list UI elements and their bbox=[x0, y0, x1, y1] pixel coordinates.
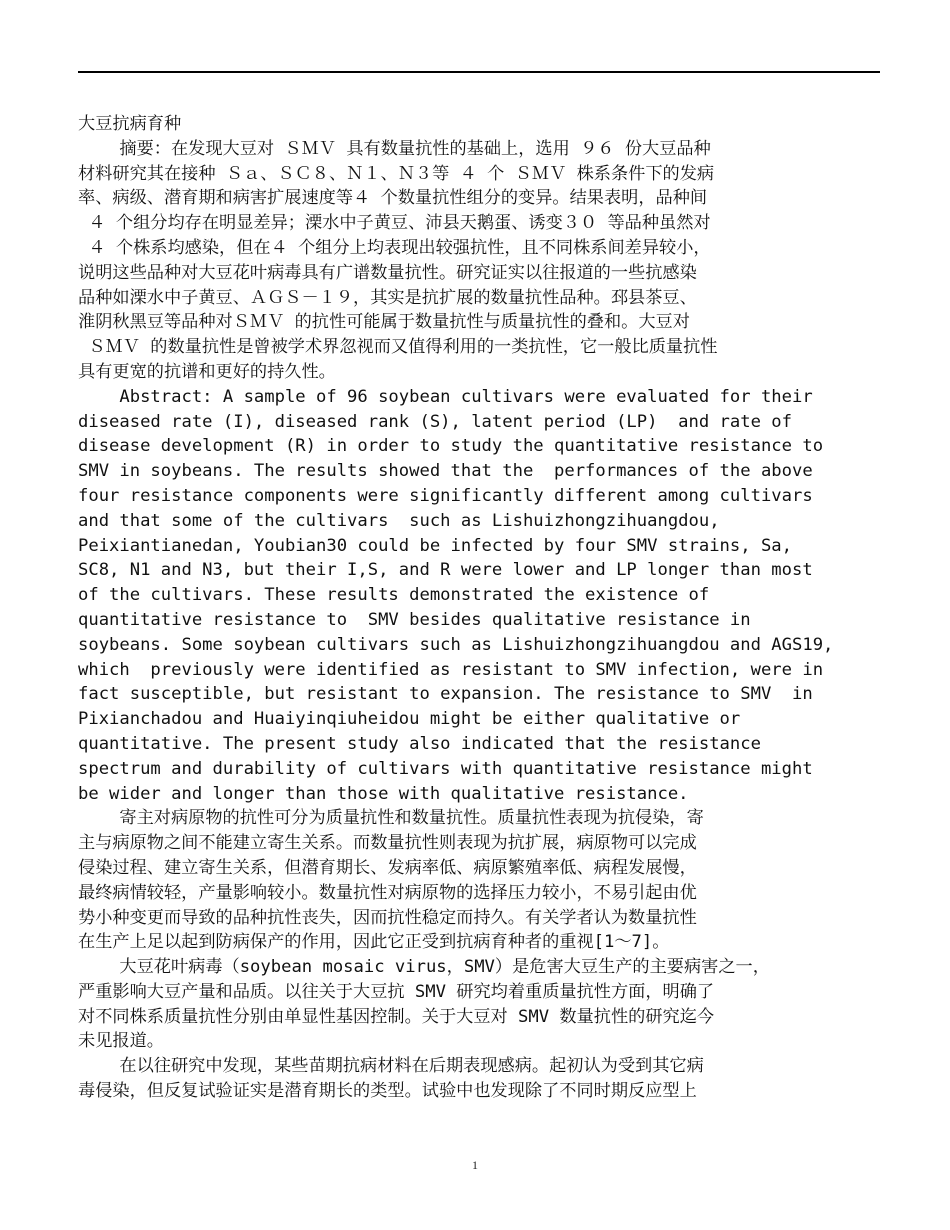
text-line: 在生产上足以起到防病保产的作用，因此它正受到抗病育种者的重视[1～7]。 bbox=[78, 932, 670, 953]
text-line: 最终病情较轻，产量影响较小。数量抗性对病原物的选择压力较小，不易引起由优 bbox=[78, 882, 697, 903]
text-line: 未见报道。 bbox=[78, 1031, 164, 1052]
text-line: which previously were identified as resistant to SMV infection, were in bbox=[78, 659, 824, 680]
text-line: ４ 个株系均感染，但在４ 个组分上均表现出较强抗性，且不同株系间差异较小， bbox=[78, 237, 711, 258]
text-line: four resistance components were significantly different among cultivars bbox=[78, 485, 813, 506]
text-line: Pixianchadou and Huaiyinqiuheidou might be either qualitative or bbox=[78, 709, 741, 730]
text-line: 摘要：在发现大豆对 ＳＭＶ 具有数量抗性的基础上，选用 ９６ 份大豆品种 bbox=[78, 138, 711, 159]
text-line: ＳＭＶ 的数量抗性是曾被学术界忽视而又值得利用的一类抗性，它一般比质量抗性 bbox=[78, 337, 718, 358]
text-line: 毒侵染，但反复试验证实是潜育期长的类型。试验中也发现除了不同时期反应型上 bbox=[78, 1081, 697, 1102]
text-line: 率、病级、潜育期和病害扩展速度等４ 个数量抗性组分的变异。结果表明，品种间 bbox=[78, 188, 708, 209]
document-title: 大豆抗病育种 bbox=[78, 114, 182, 134]
text-line: 具有更宽的抗谱和更好的持久性。 bbox=[78, 361, 336, 382]
text-line: 在以往研究中发现，某些苗期抗病材料在后期表现感病。起初认为受到其它病 bbox=[78, 1056, 704, 1077]
text-line: disease development (R) in order to study the quantitative resistance to bbox=[78, 436, 824, 457]
header-rule bbox=[78, 71, 880, 73]
text-line: 大豆花叶病毒（soybean mosaic virus，SMV）是危害大豆生产的主要病害之一， bbox=[78, 957, 770, 978]
text-line: 侵染过程、建立寄生关系，但潜育期长、发病率低、病原繁殖率低、病程发展慢， bbox=[78, 857, 697, 878]
text-line: be wider and longer than those with qualitative resistance. bbox=[78, 783, 689, 804]
text-line: SMV in soybeans. The results showed that the performances of the above bbox=[78, 461, 813, 482]
text-line: Abstract: A sample of 96 soybean cultivars were evaluated for their bbox=[78, 386, 813, 407]
text-line: soybeans. Some soybean cultivars such as Lishuizhongzihuangdou and AGS19, bbox=[78, 634, 834, 655]
text-line: ４ 个组分均存在明显差异；溧水中子黄豆、沛县天鹅蛋、诱变３０ 等品种虽然对 bbox=[78, 213, 711, 234]
text-line: SC8, N1 and N3, but their I,S, and R were lower and LP longer than most bbox=[78, 560, 813, 581]
text-line: 说明这些品种对大豆花叶病毒具有广谱数量抗性。研究证实以往报道的一些抗感染 bbox=[78, 262, 697, 283]
document-body bbox=[78, 112, 880, 1104]
text-line: 品种如溧水中子黄豆、ＡＧＳ－１９，其实是抗扩展的数量抗性品种。邳县茶豆、 bbox=[78, 287, 697, 308]
text-line: spectrum and durability of cultivars with quantitative resistance might bbox=[78, 758, 813, 779]
page-number: 1 bbox=[472, 1158, 478, 1172]
text-line: quantitative. The present study also indicated that the resistance bbox=[78, 733, 761, 754]
text-line: 对不同株系质量抗性分别由单显性基因控制。关于大豆对 SMV 数量抗性的研究迄今 bbox=[78, 1006, 715, 1027]
text-line: 势小种变更而导致的品种抗性丧失，因而抗性稳定而持久。有关学者认为数量抗性 bbox=[78, 907, 697, 928]
text-line: 材料研究其在接种 Ｓａ、ＳＣ８、Ｎ１、Ｎ３等 ４ 个 ＳＭＶ 株系条件下的发病 bbox=[78, 163, 715, 184]
text-line: Peixiantianedan, Youbian30 could be infected by four SMV strains, Sa, bbox=[78, 535, 792, 556]
text-line: of the cultivars. These results demonstrated the existence of bbox=[78, 585, 710, 606]
text-line: 主与病原物之间不能建立寄生关系。而数量抗性则表现为抗扩展，病原物可以完成 bbox=[78, 833, 697, 854]
text-line: 寄主对病原物的抗性可分为质量抗性和数量抗性。质量抗性表现为抗侵染，寄 bbox=[78, 808, 704, 829]
text-line: and that some of the cultivars such as Lishuizhongzihuangdou, bbox=[78, 510, 720, 531]
text-line: fact susceptible, but resistant to expansion. The resistance to SMV in bbox=[78, 684, 813, 705]
text-line: quantitative resistance to SMV besides qualitative resistance in bbox=[78, 609, 751, 630]
text-line: 淮阴秋黑豆等品种对ＳＭＶ 的抗性可能属于数量抗性与质量抗性的叠和。大豆对 bbox=[78, 312, 690, 333]
text-line: diseased rate (I), diseased rank (S), latent period (LP) and rate of bbox=[78, 411, 792, 432]
text-line: 严重影响大豆产量和品质。以往关于大豆抗 SMV 研究均着重质量抗性方面，明确了 bbox=[78, 981, 715, 1002]
